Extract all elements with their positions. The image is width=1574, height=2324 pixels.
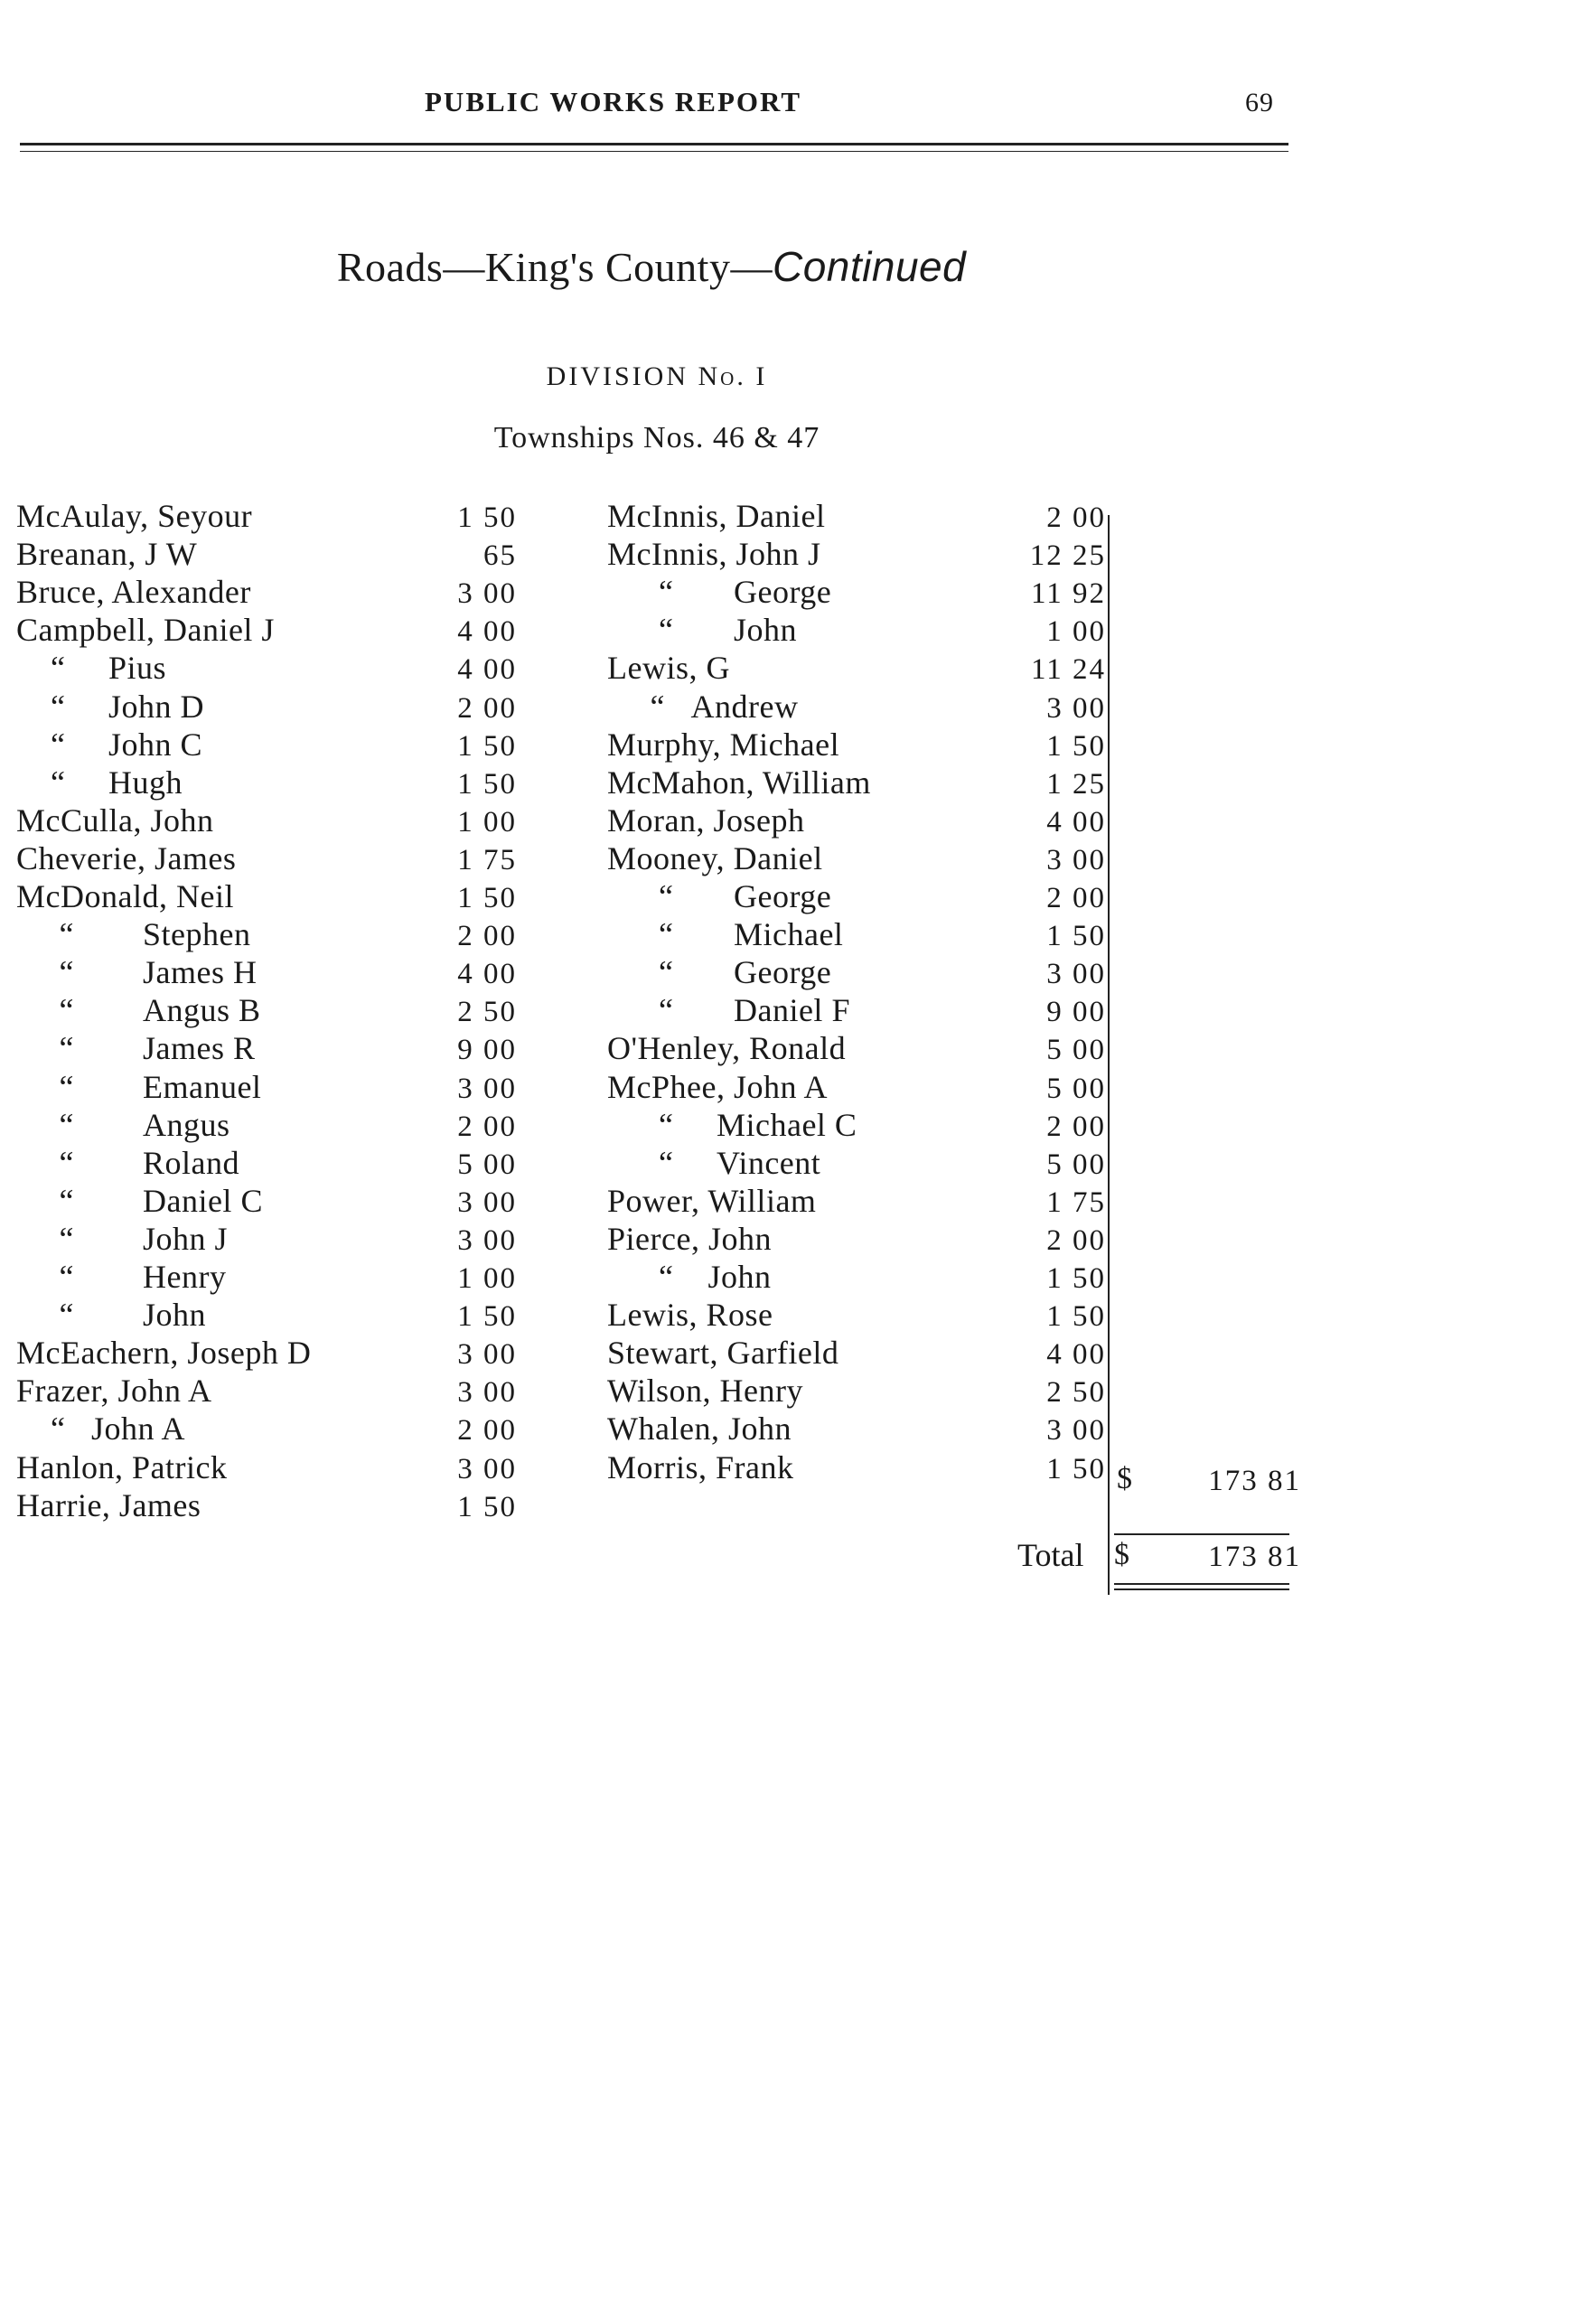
entry-name: McInnis, John J (607, 536, 821, 572)
entry-name: “ John (16, 1297, 206, 1333)
entry-name: “ Andrew (607, 689, 799, 725)
entry-name: “ Vincent (607, 1145, 821, 1181)
entry-amount: 2 00 (1046, 1224, 1106, 1257)
entry-amount: 4 00 (1046, 1338, 1106, 1371)
entry-name: Bruce, Alexander (16, 574, 251, 610)
entry-amount: 1 75 (457, 844, 517, 876)
entry-name: McDonald, Neil (16, 878, 234, 914)
entry-amount: 3 00 (1046, 1414, 1106, 1447)
entry-amount: 2 00 (1046, 882, 1106, 914)
total-label: Total (1017, 1537, 1084, 1573)
entry-name: “ Stephen (16, 916, 251, 952)
entry-name: McAulay, Seyour (16, 498, 253, 534)
entry-amount: 12 25 (1029, 539, 1106, 572)
entry-name: McCulla, John (16, 802, 214, 839)
entry-name: Murphy, Michael (607, 726, 840, 763)
entry-amount: 5 00 (1046, 1034, 1106, 1066)
total-rule-top (1114, 1533, 1289, 1535)
entry-name: Hanlon, Patrick (16, 1449, 228, 1485)
entry-amount: 1 50 (457, 501, 517, 534)
entry-amount: 11 92 (1030, 577, 1106, 610)
subtotal-dollar-sign: $ (1117, 1462, 1132, 1495)
entry-amount: 1 50 (1046, 730, 1106, 763)
entry-amount: 1 00 (457, 806, 517, 839)
running-head: PUBLIC WORKS REPORT (425, 86, 802, 117)
division-heading: DIVISION No. I (546, 361, 768, 391)
entry-name: Stewart, Garfield (607, 1335, 839, 1371)
entry-name: Power, William (607, 1183, 817, 1219)
section-title-main: Roads—King's County— (336, 244, 773, 290)
entry-amount: 4 00 (457, 653, 517, 686)
entry-amount: 3 00 (457, 1453, 517, 1485)
entry-amount: 5 00 (457, 1148, 517, 1181)
entry-amount: 1 50 (1046, 920, 1106, 952)
entry-amount: 3 00 (457, 1073, 517, 1105)
entry-name: McInnis, Daniel (607, 498, 826, 534)
entry-name: Lewis, G (607, 650, 730, 686)
entry-amount: 2 00 (457, 920, 517, 952)
total-dollar-sign: $ (1114, 1538, 1129, 1571)
entry-amount: 2 00 (1046, 1110, 1106, 1143)
entry-name: Mooney, Daniel (607, 840, 823, 876)
entry-name: Lewis, Rose (607, 1297, 773, 1333)
entry-amount: 9 00 (457, 1034, 517, 1066)
entry-amount: 3 00 (457, 1376, 517, 1409)
entry-name: O'Henley, Ronald (607, 1030, 847, 1066)
entry-name: “ Roland (16, 1145, 239, 1181)
entry-name: Moran, Joseph (607, 802, 805, 839)
entry-amount: 1 50 (457, 1491, 517, 1523)
entry-amount: 9 00 (1046, 996, 1106, 1028)
entry-amount: 3 00 (1046, 692, 1106, 725)
entry-amount: 1 25 (1046, 768, 1106, 801)
entry-name: Frazer, John A (16, 1373, 212, 1409)
section-title (0, 242, 1303, 291)
entry-name: “ George (607, 878, 832, 914)
entry-amount: 3 00 (457, 1338, 517, 1371)
total-rule-double-1 (1114, 1583, 1289, 1585)
amount-column-rule (1108, 515, 1110, 1595)
entry-amount: 2 50 (457, 996, 517, 1028)
entry-name: “ John A (16, 1410, 185, 1447)
entry-name: “ James H (16, 954, 258, 990)
entry-name: “ Michael (607, 916, 844, 952)
entry-name: “ John (607, 1259, 772, 1295)
entry-amount: 3 00 (1046, 844, 1106, 876)
entry-name: “ John D (16, 689, 204, 725)
entry-name: “ Michael C (607, 1107, 857, 1143)
subtotal-value: 173 81 (1208, 1465, 1301, 1497)
entry-amount: 4 00 (457, 615, 517, 648)
entry-name: “ John (607, 612, 797, 648)
entry-amount: 1 50 (1046, 1262, 1106, 1295)
entry-amount: 1 50 (457, 1300, 517, 1333)
entry-amount: 11 24 (1030, 653, 1106, 686)
entry-name: Cheverie, James (16, 840, 237, 876)
entry-name: Pierce, John (607, 1221, 772, 1257)
entry-amount: 65 (483, 539, 517, 572)
total-rule-double-2 (1114, 1588, 1289, 1590)
entry-amount: 2 00 (1046, 501, 1106, 534)
entry-amount: 1 50 (457, 768, 517, 801)
entry-name: “ George (607, 954, 832, 990)
entry-name: Morris, Frank (607, 1449, 794, 1485)
entry-amount: 1 50 (1046, 1453, 1106, 1485)
total-value: 173 81 (1208, 1541, 1301, 1573)
entry-amount: 2 00 (457, 692, 517, 725)
entry-amount: 1 50 (457, 882, 517, 914)
entry-name: “ Hugh (16, 764, 183, 801)
entry-amount: 1 75 (1046, 1186, 1106, 1219)
page-number: 69 (1245, 88, 1274, 117)
entry-amount: 4 00 (457, 958, 517, 990)
entry-name: Breanan, J W (16, 536, 198, 572)
entry-name: “ John J (16, 1221, 228, 1257)
entry-amount: 3 00 (457, 1186, 517, 1219)
entry-name: Harrie, James (16, 1487, 201, 1523)
entry-amount: 5 00 (1046, 1073, 1106, 1105)
entry-name: “ Angus (16, 1107, 230, 1143)
entry-amount: 1 50 (457, 730, 517, 763)
entry-name: Whalen, John (607, 1410, 792, 1447)
entry-name: McPhee, John A (607, 1069, 828, 1105)
entry-name: Campbell, Daniel J (16, 612, 275, 648)
entry-name: Wilson, Henry (607, 1373, 804, 1409)
entry-amount: 5 00 (1046, 1148, 1106, 1181)
entry-name: “ George (607, 574, 832, 610)
entry-name: “ Henry (16, 1259, 227, 1295)
entry-name: “ Angus B (16, 992, 261, 1028)
entry-amount: 3 00 (1046, 958, 1106, 990)
entry-amount: 2 00 (457, 1110, 517, 1143)
entry-amount: 1 50 (1046, 1300, 1106, 1333)
entry-amount: 1 00 (1046, 615, 1106, 648)
entry-name: McMahon, William (607, 764, 871, 801)
entry-amount: 3 00 (457, 1224, 517, 1257)
entry-amount: 2 00 (457, 1414, 517, 1447)
townships-heading: Townships Nos. 46 & 47 (493, 421, 820, 454)
entry-name: “ Pius (16, 650, 167, 686)
entry-amount: 4 00 (1046, 806, 1106, 839)
header-rule (20, 143, 1288, 145)
entry-name: McEachern, Joseph D (16, 1335, 312, 1371)
entry-amount: 3 00 (457, 577, 517, 610)
entry-name: “ James R (16, 1030, 256, 1066)
entry-name: “ Daniel C (16, 1183, 263, 1219)
entry-amount: 2 50 (1046, 1376, 1106, 1409)
entry-name: “ Daniel F (607, 992, 850, 1028)
header-rule-thin (20, 151, 1288, 152)
entry-name: “ Emanuel (16, 1069, 262, 1105)
entry-name: “ John C (16, 726, 202, 763)
entry-amount: 1 00 (457, 1262, 517, 1295)
section-title-continued: Continued (772, 243, 967, 290)
